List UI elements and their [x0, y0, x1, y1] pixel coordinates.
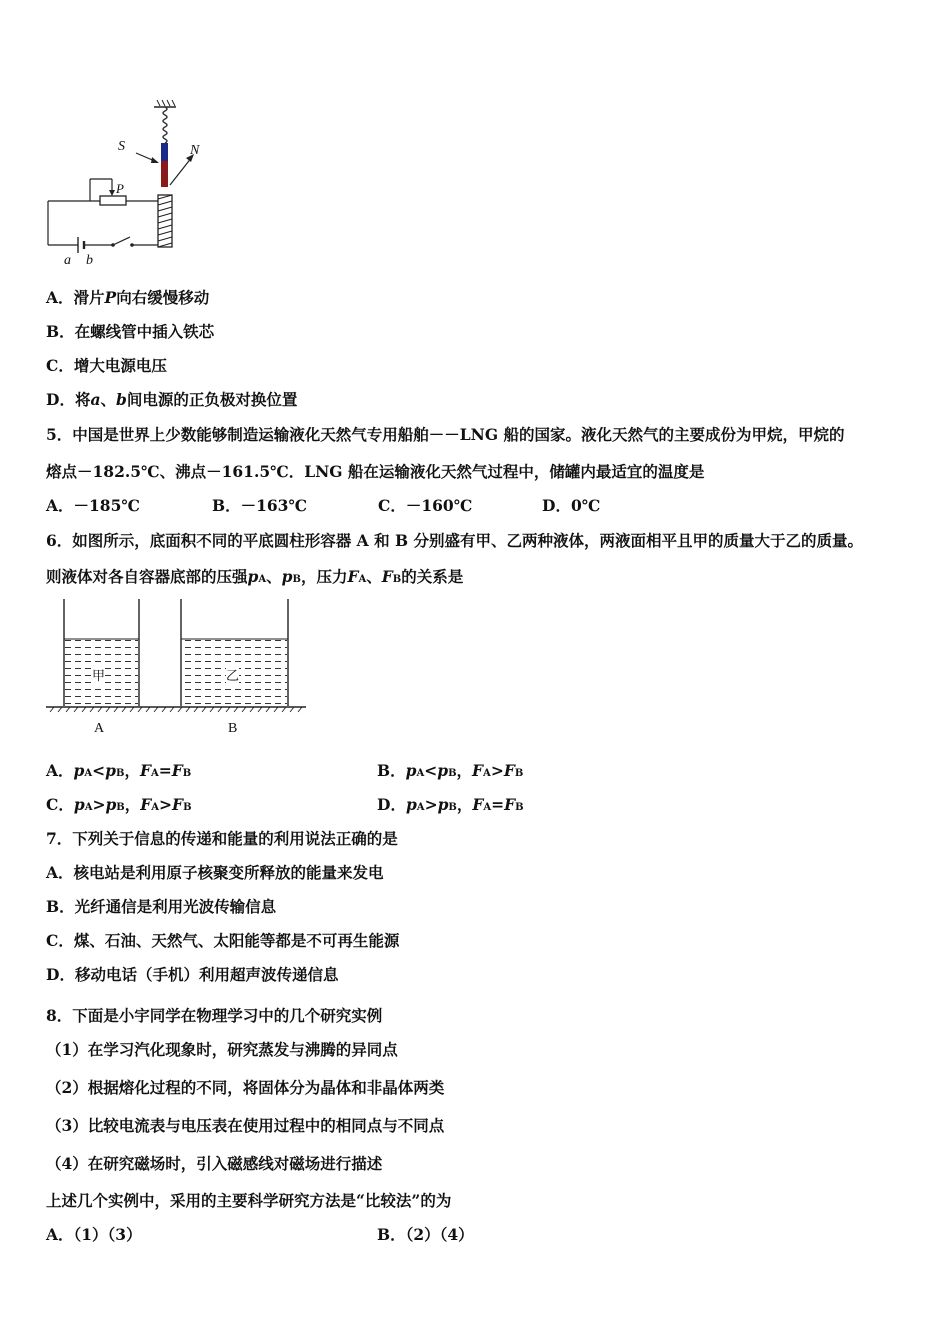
q6-option-c: C．pA>pB，FA>FB [46, 795, 192, 814]
q7-option-b: B．光纤通信是利用光波传输信息 [46, 897, 277, 916]
label-s: S [118, 139, 125, 154]
q8-item-1: （1）在学习汽化现象时，研究蒸发与沸腾的异同点 [46, 1040, 398, 1059]
q7-option-a: A．核电站是利用原子核聚变所释放的能量来发电 [46, 863, 384, 882]
q5-option-b: B．－163℃ [212, 496, 308, 515]
q8-option-b: B．（2）（4） [377, 1225, 474, 1244]
q4-option-d: D．将a、b间电源的正负极对换位置 [46, 390, 298, 409]
q8-item-2: （2）根据熔化过程的不同，将固体分为晶体和非晶体两类 [46, 1078, 445, 1097]
circuit-figure [40, 95, 220, 275]
q6-stem-line2: 则液体对各自容器底部的压强pA、pB，压力FA、FB的关系是 [46, 567, 464, 586]
q8-item-4: （4）在研究磁场时，引入磁感线对磁场进行描述 [46, 1154, 383, 1173]
label-b: b [86, 253, 93, 268]
q8-question: 上述几个实例中，采用的主要科学研究方法是“比较法”的为 [46, 1191, 452, 1210]
q5-stem-line2: 熔点－182.5℃、沸点－161.5℃．LNG 船在运输液化天然气过程中，储罐内最适宜的温度是 [46, 462, 705, 481]
container-b-label: B [228, 721, 238, 736]
q5-option-a: A．－185℃ [46, 496, 140, 515]
q7-option-d: D．移动电话（手机）利用超声波传递信息 [46, 965, 339, 984]
q4-option-b: B．在螺线管中插入铁芯 [46, 322, 215, 341]
label-a: a [64, 253, 71, 268]
q6-stem-line1: 6．如图所示，底面积不同的平底圆柱形容器 A 和 B 分别盛有甲、乙两种液体，两液面相平且甲的质量大于乙的质量。 [46, 531, 864, 550]
liquid-yi-label: 乙 [226, 665, 239, 684]
containers-figure [44, 595, 314, 745]
label-p: P [116, 181, 124, 196]
q6-option-a: A．pA<pB，FA=FB [46, 761, 192, 780]
q4-option-c: C．增大电源电压 [46, 356, 167, 375]
q6-option-d: D．pA>pB，FA=FB [377, 795, 524, 814]
circuit-diagram [40, 95, 220, 275]
q5-option-d: D．0℃ [542, 496, 601, 515]
containers-diagram [44, 595, 314, 715]
q8-option-a: A．（1）（3） [46, 1225, 142, 1244]
q8-stem: 8．下面是小宇同学在物理学习中的几个研究实例 [46, 1006, 383, 1025]
q5-option-c: C．－160℃ [378, 496, 473, 515]
q5-stem-line1: 5．中国是世界上少数能够制造运输液化天然气专用船舶－－LNG 船的国家。液化天然气的主要成份为甲烷，甲烷的 [46, 425, 845, 444]
q8-item-3: （3）比较电流表与电压表在使用过程中的相同点与不同点 [46, 1116, 445, 1135]
q7-stem: 7．下列关于信息的传递和能量的利用说法正确的是 [46, 829, 398, 848]
q6-option-b: B．pA<pB，FA>FB [377, 761, 524, 780]
liquid-jia-label: 甲 [92, 665, 105, 684]
q7-option-c: C．煤、石油、天然气、太阳能等都是不可再生能源 [46, 931, 400, 950]
label-n: N [190, 143, 200, 158]
container-a-label: A [94, 721, 105, 736]
q4-option-a: A．滑片P向右缓慢移动 [46, 288, 210, 307]
